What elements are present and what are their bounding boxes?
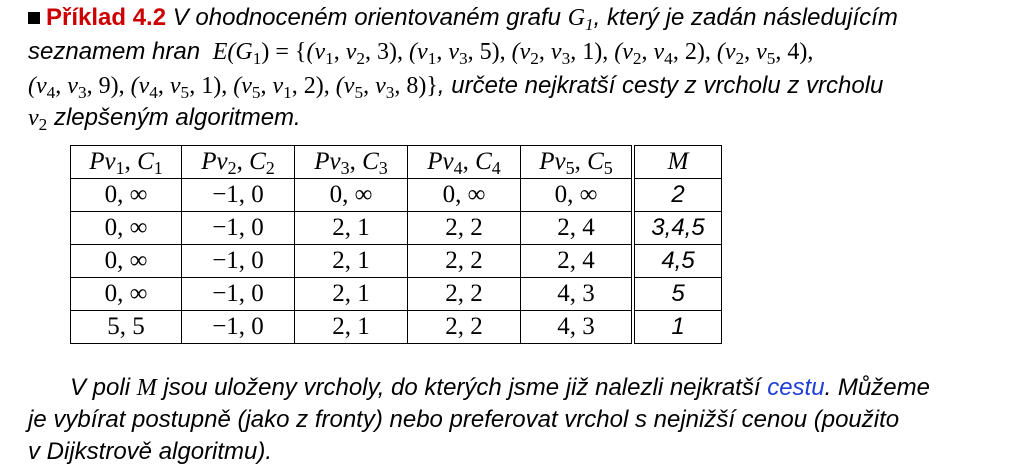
edge-list-line-2 [28,72,883,100]
table-body [71,179,722,344]
table-cell: 0, ∞ [71,245,182,278]
column-header-3: $Pv_3$, $C_3$ [295,146,408,179]
paragraph-line-2: je vybírat postupně (jako z fronty) nebo preferovat vrchol s nejnižší cenou (použito [28,406,900,433]
example-label: Příklad 4.2 [46,4,167,31]
column-header-4: $Pv_4$, $C_4$ [408,146,521,179]
column-header-m: M [633,146,722,179]
m-cell: 5 [633,278,722,311]
start-vertex: $v_2$ [28,105,48,134]
heading-intro: V ohodnoceném orientovaném grafu [172,4,562,31]
table-cell: −1, 0 [182,311,295,344]
column-header-5: $Pv_5$, $C_5$ [521,146,634,179]
table-cell: 2, 1 [295,212,408,245]
table-row [71,179,722,212]
table-row [71,245,722,278]
bullet-square-icon [28,12,40,24]
edge-list-label: seznamem hran [28,38,201,65]
table-row [71,311,722,344]
table-cell: 2, 1 [295,245,408,278]
table-cell: −1, 0 [182,245,295,278]
column-header-1: $Pv_1$, $C_1$ [71,146,182,179]
table-cell: 0, ∞ [295,179,408,212]
paragraph-text-3: . Můžeme [824,374,930,401]
graph-symbol: $G_1$ [567,5,594,34]
example-heading-line [28,4,898,32]
table-row [71,212,722,245]
cestu-link[interactable]: cestu [767,374,825,401]
edge-list-1: ($v_1$, $v_2$, 3), ($v_1$, $v_3$, 5), ($v_2$, $v_3$, 1), ($v_2$, $v_4$, 2), ($v_2$, $v_5$, 4), [306,39,814,68]
task-text-end: zlepšeným algoritmem. [53,104,301,131]
m-cell: 3,4,5 [633,212,722,245]
table-cell: 2, 2 [408,278,521,311]
table-cell: −1, 0 [182,278,295,311]
table-row [71,278,722,311]
edge-set-symbol: $E(G_1)$ = { [212,39,307,68]
table-cell: 5, 5 [71,311,182,344]
table-cell: 2, 4 [521,245,634,278]
table-cell: 2, 1 [295,311,408,344]
table-cell: 4, 3 [521,311,634,344]
paragraph-line-1 [70,374,930,402]
table-cell: 4, 3 [521,278,634,311]
table-cell: 0, ∞ [71,212,182,245]
table-cell: −1, 0 [182,212,295,245]
column-header-2: $Pv_2$, $C_2$ [182,146,295,179]
table-header-row [71,146,722,179]
table-cell: 0, ∞ [408,179,521,212]
table-cell: 2, 2 [408,212,521,245]
m-cell: 2 [633,179,722,212]
algorithm-table [70,145,722,344]
paragraph-var: M [136,375,157,401]
edge-list-line-1 [28,38,813,66]
table-cell: 0, ∞ [521,179,634,212]
paragraph-line-3: v Dijkstrově algoritmu). [28,438,273,465]
task-text: , určete nejkratší cesty z vrcholu z vrcholu [437,72,884,99]
heading-intro-2: , který je zadán následujícím [593,4,898,31]
table-cell: 2, 4 [521,212,634,245]
paragraph-text-1: V poli [70,374,131,401]
paragraph-text-2: jsou uloženy vrcholy, do kterých jsme již nalezli nejkratší [163,374,761,401]
table-cell: 2, 2 [408,245,521,278]
task-line-end [28,104,301,132]
m-cell: 1 [633,311,722,344]
table-cell: 0, ∞ [71,179,182,212]
m-cell: 4,5 [633,245,722,278]
table-cell: 0, ∞ [71,278,182,311]
edge-list-2: ($v_4$, $v_3$, 9), ($v_4$, $v_5$, 1), ($v_5$, $v_1$, 2), ($v_5$, $v_3$, 8)} [28,73,438,102]
table-cell: 2, 2 [408,311,521,344]
table-cell: 2, 1 [295,278,408,311]
table-cell: −1, 0 [182,179,295,212]
